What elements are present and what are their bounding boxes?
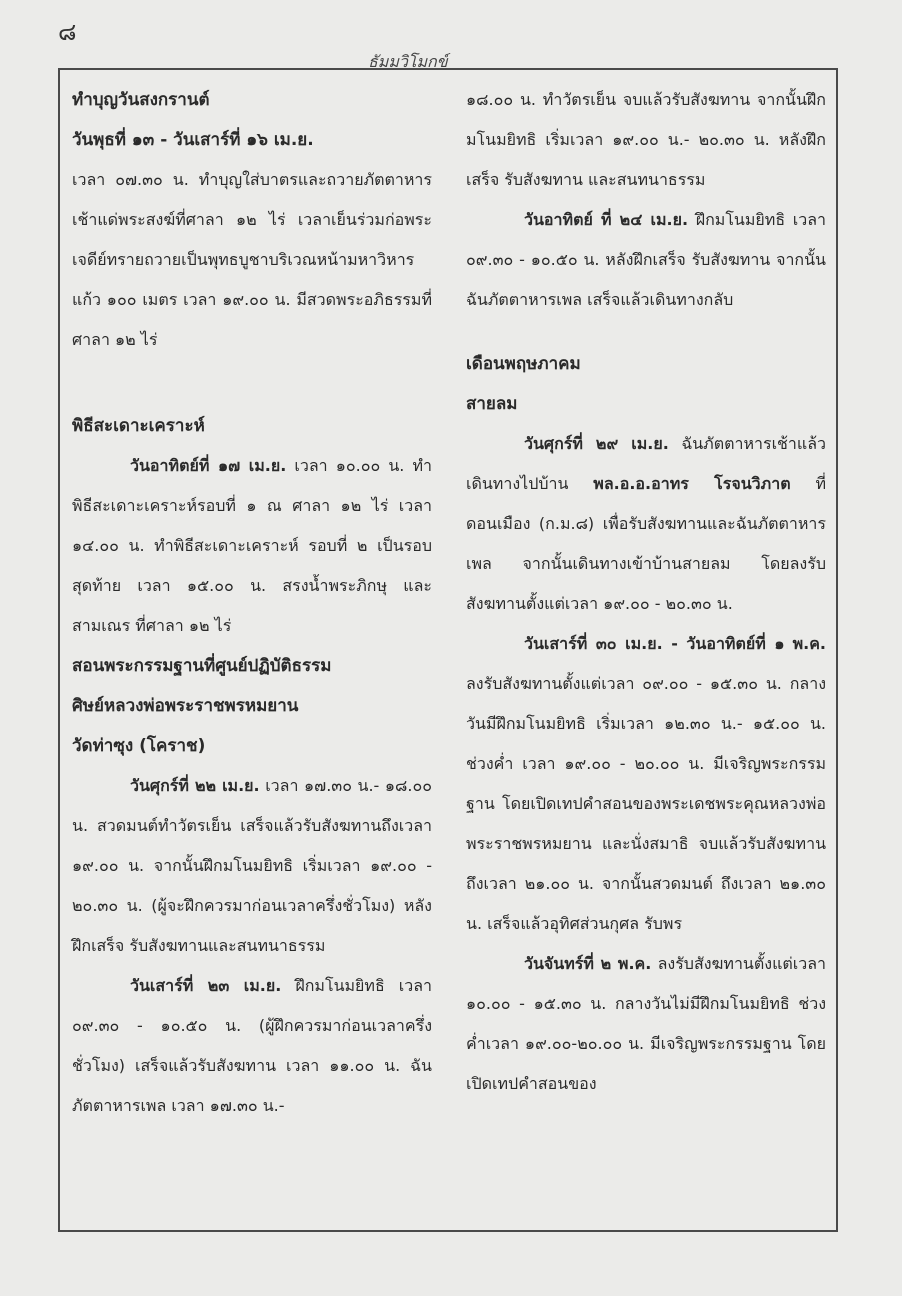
section-body-sat23: ฝึกมโนมยิทธิ เวลา ๐๙.๓๐ - ๑๐.๕๐ น. (ผู้ฝึกควรมาก่อนเวลาครึ่งชั่วโมง) เสร็จแล้วรับสังฆทาน เวลา ๑๑.๐๐ น. ฉันภัตตาหารเพล เวลา ๑๗.๓๐ น.- xyxy=(72,976,432,1115)
section-body-sadoh: เวลา ๑๐.๐๐ น. ทำพิธีสะเดาะเคราะห์รอบที่ ๑ ณ ศาลา ๑๒ ไร่ เวลา ๑๔.๐๐ น. ทำพิธีสะเดาะเคราะห์ รอบที่ ๒ เป็นรอบสุดท้าย เวลา ๑๕.๐๐ น. สรงน้ำพระภิกษุ และ สามเณร ที่ศาลา ๑๒ ไร่ xyxy=(72,456,433,635)
section-date-mon2: วันจันทร์ที่ ๒ พ.ค. xyxy=(524,954,652,973)
section-body-sat30: ลงรับสังฆทานตั้งแต่เวลา ๐๙.๐๐ - ๑๕.๓๐ น. กลางวันมีฝึกมโนมยิทธิ เริ่มเวลา ๑๒.๓๐ น.- ๑๕.๐๐ น. ช่วงค่ำ เวลา ๑๙.๐๐ - ๒๐.๐๐ น. มีเจริญพระกรรมฐาน โดยเปิดเทปคำสอนของพระเดชพระคุณหลวงพ่อพระราชพรหมยาน และนั่งสมาธิ จบแล้วรับสังฆทาน ถึงเวลา ๒๑.๐๐ น. จากนั้นสวดมนต์ ถึงเวลา ๒๑.๓๐ น. เสร็จแล้วอุทิศส่วนกุศล รับพร xyxy=(466,674,826,933)
section-title-meditation-2: ศิษย์หลวงพ่อพระราชพรหมยาน xyxy=(72,696,299,716)
section-body-fri29-a: ฉันภัตตาหารเช้าแล้วเดินทางไปบ้าน xyxy=(466,434,826,493)
section-body-fri29-b: ที่ดอนเมือง (ก.ม.๘) เพื่อรับสังฆทานและฉันภัตตาหารเพล จากนั้นเดินทางเข้าบ้านสายลม โดยลงรับสังฆทานตั้งแต่เวลา ๑๙.๐๐ - ๒๐.๓๐ น. xyxy=(466,474,827,613)
section-body-fri22: เวลา ๑๗.๓๐ น.- ๑๘.๐๐ น. สวดมนต์ทำวัตรเย็น เสร็จแล้วรับสังฆทานถึงเวลา ๑๙.๐๐ น. จากนั้นฝึกมโนมยิทธิ เริ่มเวลา ๑๙.๐๐ - ๒๐.๓๐ น. (ผู้จะฝึกควรมาก่อนเวลาครึ่งชั่วโมง) หลังฝึกเสร็จ รับสังฆทานและสนทนาธรรม xyxy=(72,776,433,955)
section-paragraph-sat30 xyxy=(466,624,826,944)
section-date-fri22: วันศุกร์ที่ ๒๒ เม.ย. xyxy=(130,776,260,795)
section-date-fri29: วันศุกร์ที่ ๒๙ เม.ย. xyxy=(524,434,669,453)
section-paragraph-sadoh xyxy=(72,446,432,646)
section-title-songkran: ทำบุญวันสงกรานต์ xyxy=(72,90,210,110)
section-paragraph-mon2 xyxy=(466,944,826,1104)
section-date-sun24: วันอาทิตย์ ที่ ๒๔ เม.ย. xyxy=(524,210,689,229)
section-paragraph-fri29 xyxy=(466,424,826,624)
section-date-sat30: วันเสาร์ที่ ๓๐ เม.ย. - วันอาทิตย์ที่ ๑ xyxy=(524,634,785,653)
section-body-continued: ๑๘.๐๐ น. ทำวัตรเย็น จบแล้วรับสังฆทาน จากนั้นฝึกมโนมยิทธิ เริ่มเวลา ๑๙.๐๐ น.- ๒๐.๓๐ น. หลังฝึกเสร็จ รับสังฆทาน และสนทนาธรรม xyxy=(466,90,826,189)
section-title-sadoh: พิธีสะเดาะเคราะห์ xyxy=(72,416,205,436)
section-paragraph-fri22 xyxy=(72,766,432,966)
host-name: พล.อ.อ.อาทร โรจนวิภาต xyxy=(593,474,791,493)
section-paragraph-sat23 xyxy=(72,966,432,1126)
section-date-sat23: วันเสาร์ที่ ๒๓ เม.ย. xyxy=(130,976,282,995)
section-title-meditation-1: สอนพระกรรมฐานที่ศูนย์ปฏิบัติธรรม xyxy=(72,656,332,676)
right-column xyxy=(466,80,826,1104)
section-subtitle-sailom: สายลม xyxy=(466,394,518,414)
section-body-mon2: ลงรับสังฆทานตั้งแต่เวลา ๑๐.๐๐ - ๑๕.๓๐ น. กลางวันไม่มีฝึกมโนมยิทธิ ช่วงค่ำเวลา ๑๙.๐๐-๒๐.๐๐ น. มีเจริญพระกรรมฐาน โดยเปิดเทปคำสอนของ xyxy=(466,954,827,1093)
section-date-sat30-cont: พ.ค. xyxy=(792,634,826,653)
page-number: ๘ xyxy=(58,18,77,46)
section-date-songkran: วันพุธที่ ๑๓ - วันเสาร์ที่ ๑๖ เม.ย. xyxy=(72,130,314,150)
section-title-meditation-3: วัดท่าซุง (โคราช) xyxy=(72,736,206,756)
section-body-sun24: ฝึกมโนมยิทธิ เวลา ๐๙.๓๐ - ๑๐.๕๐ น. หลังฝึกเสร็จ รับสังฆทาน จากนั้นฉันภัตตาหารเพล เสร็จแล้วเดินทางกลับ xyxy=(466,210,827,309)
section-date-sadoh: วันอาทิตย์ที่ ๑๗ เม.ย. xyxy=(130,456,287,475)
left-column xyxy=(72,80,432,1126)
section-body-songkran: เวลา ๐๗.๓๐ น. ทำบุญใส่บาตรและถวายภัตตาหารเช้าแด่พระสงฆ์ที่ศาลา ๑๒ ไร่ เวลาเย็นร่วมก่อพระเจดีย์ทรายถวายเป็นพุทธบูชาบริเวณหน้ามหาวิหารแก้ว ๑๐๐ เมตร เวลา ๑๙.๐๐ น. มีสวดพระอภิธรรมที่ศาลา ๑๒ ไร่ xyxy=(72,170,432,349)
running-header: ธัมมวิโมกข์ xyxy=(368,52,448,71)
section-title-may: เดือนพฤษภาคม xyxy=(466,354,581,374)
section-paragraph-sun24 xyxy=(466,200,826,320)
